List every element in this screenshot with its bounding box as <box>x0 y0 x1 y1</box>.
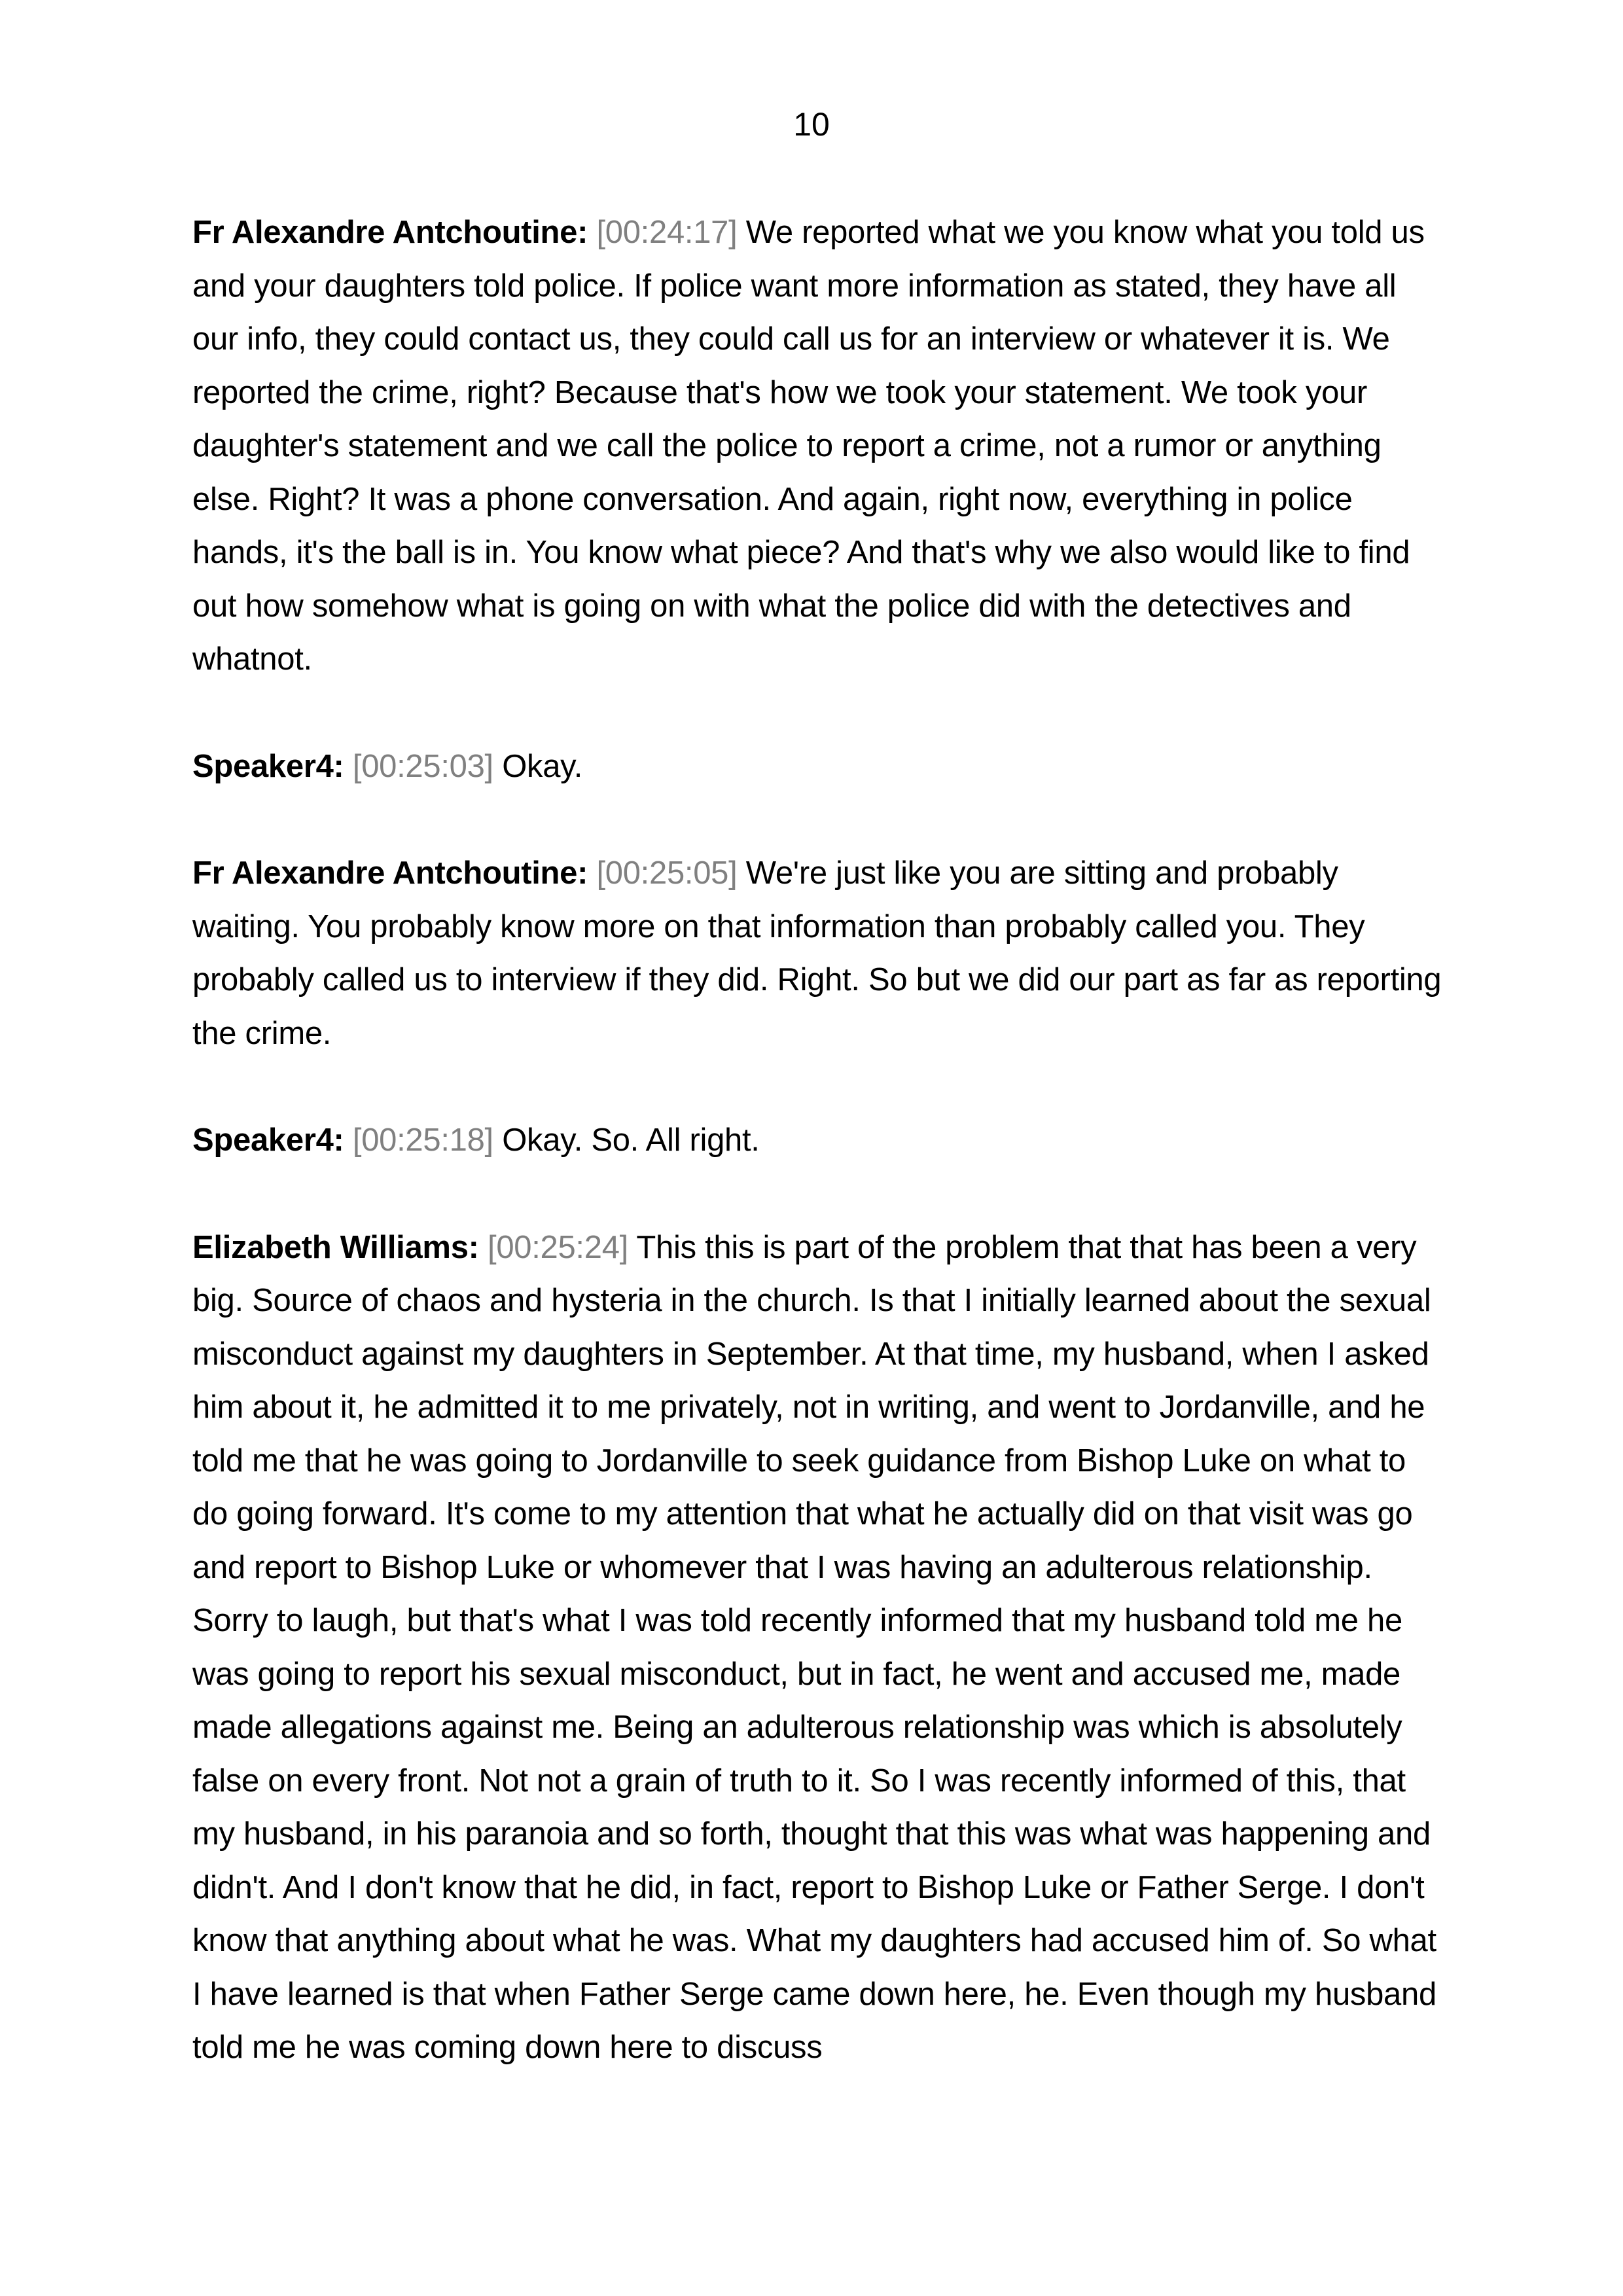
transcript-body <box>192 206 1449 2128</box>
utterance-text: We're just like you are sitting and probably waiting. You probably know more on that information than probably called you. They probably called us to interview if they did. Right. So but we did our part as far as reporting the crime. <box>192 855 1442 1051</box>
utterance-text: Okay. <box>502 748 583 784</box>
transcript-entry <box>192 1221 1449 2075</box>
speaker-name: Fr Alexandre Antchoutine: <box>192 215 588 250</box>
utterance-text: This this is part of the problem that that has been a very big. Source of chaos and hysteria in the church. Is that I initially learned about the sexual misconduct against my daughters in September. At that time, my husband, when I asked him about it, he admitted it to me privately, not in writing, and went to Jordanville, and he told me that he was going to Jordanville to seek guidance from Bishop Luke on what to do going forward. It's come to my attention that what he actually did on that visit was go and report to Bishop Luke or whomever that I was having an adulterous relationship. Sorry to laugh, but that's what I was told recently informed that my husband told me he was going to report his sexual misconduct, but in fact, he went and accused me, made made allegations against me. Being an adulterous relationship was which is absolutely false on every front. Not not a grain of truth to it. So I was recently informed of this, that my husband, in his paranoia and so forth, thought that this was what was happening and didn't. And I don't know that he did, in fact, report to Bishop Luke or Father Serge. I don't know that anything about what he was. What my daughters had accused him of. So what I have learned is that when Father Serge came down here, he. Even though my husband told me he was coming down here to discuss <box>192 1229 1436 2065</box>
speaker-name: Speaker4: <box>192 748 344 784</box>
transcript-entry <box>192 740 1449 794</box>
speaker-name: Speaker4: <box>192 1122 344 1158</box>
speaker-name: Elizabeth Williams: <box>192 1229 479 1265</box>
timestamp: [00:25:05] <box>596 855 738 891</box>
transcript-entry <box>192 206 1449 687</box>
transcript-entry <box>192 1114 1449 1168</box>
page-number: 10 <box>793 106 830 143</box>
timestamp: [00:25:24] <box>488 1229 628 1265</box>
utterance-text: Okay. So. All right. <box>502 1122 760 1158</box>
speaker-name: Fr Alexandre Antchoutine: <box>192 855 588 891</box>
timestamp: [00:24:17] <box>596 215 738 250</box>
transcript-entry <box>192 847 1449 1060</box>
timestamp: [00:25:18] <box>352 1122 493 1158</box>
timestamp: [00:25:03] <box>352 748 493 784</box>
utterance-text: We reported what we you know what you told us and your daughters told police. If police want more information as stated, they have all our info, they could contact us, they could call us for an interview or whatever it is. We reported the crime, right? Because that's how we took your statement. We took your daughter's statement and we call the police to report a crime, not a rumor or anything else. Right? It was a phone conversation. And again, right now, everything in police hands, it's the ball is in. You know what piece? And that's why we also would like to find out how somehow what is going on with what the police did with the detectives and whatnot. <box>192 215 1425 677</box>
